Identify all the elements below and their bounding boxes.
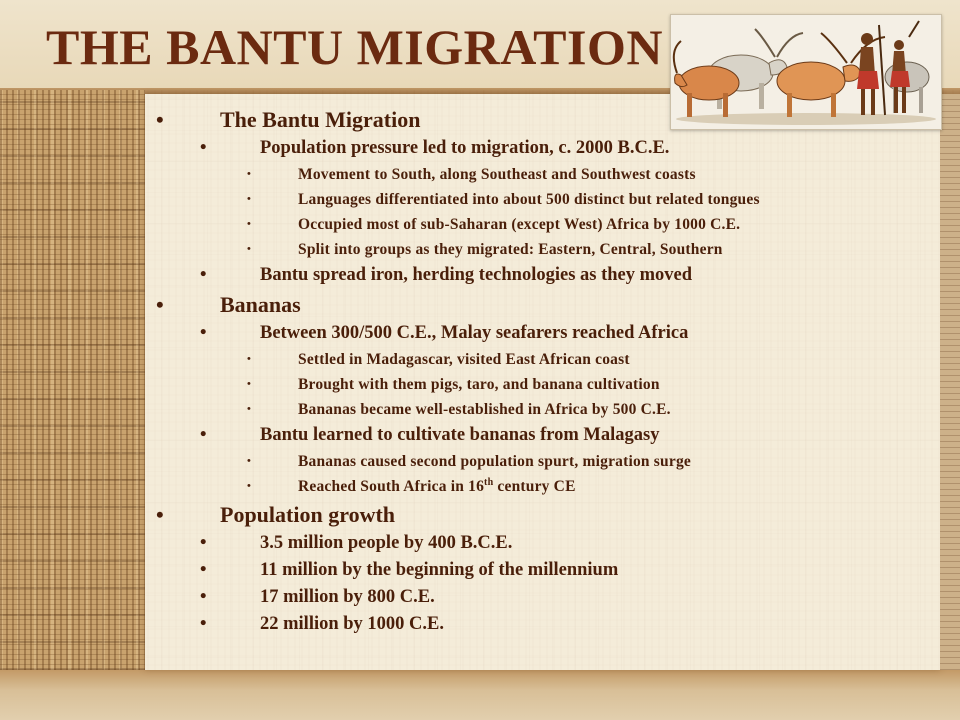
outline-subpoint-text: Brought with them pigs, taro, and banana cultivation [298, 376, 660, 393]
bullet-icon: • [247, 403, 252, 415]
bullet-icon: • [156, 502, 164, 527]
outline-heading-text: Population growth [220, 502, 396, 527]
bullet-icon: • [247, 168, 252, 180]
bottom-band [0, 670, 960, 720]
bullet-icon: • [247, 218, 252, 230]
bullet-icon: • [247, 480, 252, 492]
slide-title: THE BANTU MIGRATION [46, 19, 663, 75]
outline-point [150, 611, 940, 638]
outline-subpoint-text: Bananas caused second population spurt, migration surge [298, 453, 691, 470]
outline-heading-text: The Bantu Migration [220, 107, 421, 132]
bullet-icon: • [247, 243, 252, 255]
outline-point-text: Bantu spread iron, herding technologies as they moved [260, 265, 693, 285]
bullet-icon: • [247, 455, 252, 467]
outline-point [150, 584, 940, 611]
bullet-icon: • [247, 353, 252, 365]
bullet-icon: • [156, 107, 164, 132]
outline-heading-population-growth [150, 499, 940, 530]
right-edge-band [940, 94, 960, 670]
outline-point [150, 557, 940, 584]
outline-subpoint [150, 162, 940, 187]
outline-point [150, 320, 940, 347]
bullet-icon: • [247, 193, 252, 205]
outline-point-text: 22 million by 1000 C.E. [260, 614, 444, 634]
outline-heading-bantu-migration [150, 104, 940, 135]
outline-point-text: 3.5 million people by 400 B.C.E. [260, 533, 513, 553]
bullet-icon: • [200, 533, 207, 553]
outline-subpoint-text: Split into groups as they migrated: Eastern, Central, Southern [298, 241, 723, 258]
outline-subpoint-text: Languages differentiated into about 500 distinct but related tongues [298, 191, 760, 208]
outline-subpoint [150, 372, 940, 397]
outline-heading-text: Bananas [220, 292, 301, 317]
outline-point-text: Between 300/500 C.E., Malay seafarers reached Africa [260, 323, 689, 343]
bullet-icon: • [200, 265, 207, 285]
outline-subpoint [150, 449, 940, 474]
outline-subpoint [150, 187, 940, 212]
outline-point [150, 530, 940, 557]
outline-subpoint [150, 212, 940, 237]
outline-subpoint-text: Movement to South, along Southeast and Southwest coasts [298, 166, 696, 183]
bullet-icon: • [200, 614, 207, 634]
outline-heading-bananas [150, 289, 940, 320]
outline-subpoint [150, 347, 940, 372]
text-segment: Reached South Africa in 16 [298, 478, 485, 495]
outline-point [150, 262, 940, 289]
text-segment: century CE [493, 478, 576, 495]
bullet-icon: • [247, 378, 252, 390]
outline-subpoint-text: Settled in Madagascar, visited East African coast [298, 351, 630, 368]
outline-subpoint [150, 397, 940, 422]
outline-subpoint [150, 474, 940, 499]
bullet-icon: • [200, 425, 207, 445]
outline-subpoint [150, 237, 940, 262]
ordinal-suffix: th [484, 476, 494, 488]
bullet-icon: • [200, 587, 207, 607]
bullet-icon: • [156, 292, 164, 317]
outline-point-text: 11 million by the beginning of the millennium [260, 560, 619, 580]
outline-point [150, 135, 940, 162]
left-woven-band [0, 90, 145, 670]
bullet-icon: • [200, 323, 207, 343]
outline-subpoint-text: Bananas became well-established in Africa by 500 C.E. [298, 401, 671, 418]
outline-point-text: 17 million by 800 C.E. [260, 587, 435, 607]
outline-point-text: Bantu learned to cultivate bananas from Malagasy [260, 425, 660, 445]
outline-subpoint-text [298, 474, 576, 499]
outline-point [150, 422, 940, 449]
outline-point-text: Population pressure led to migration, c. 2000 B.C.E. [260, 138, 670, 158]
outline-subpoint-text: Occupied most of sub-Saharan (except West) Africa by 1000 C.E. [298, 216, 741, 233]
herder-figure-1 [857, 25, 885, 115]
slide-outline [150, 104, 940, 638]
bullet-icon: • [200, 138, 207, 158]
bullet-icon: • [200, 560, 207, 580]
